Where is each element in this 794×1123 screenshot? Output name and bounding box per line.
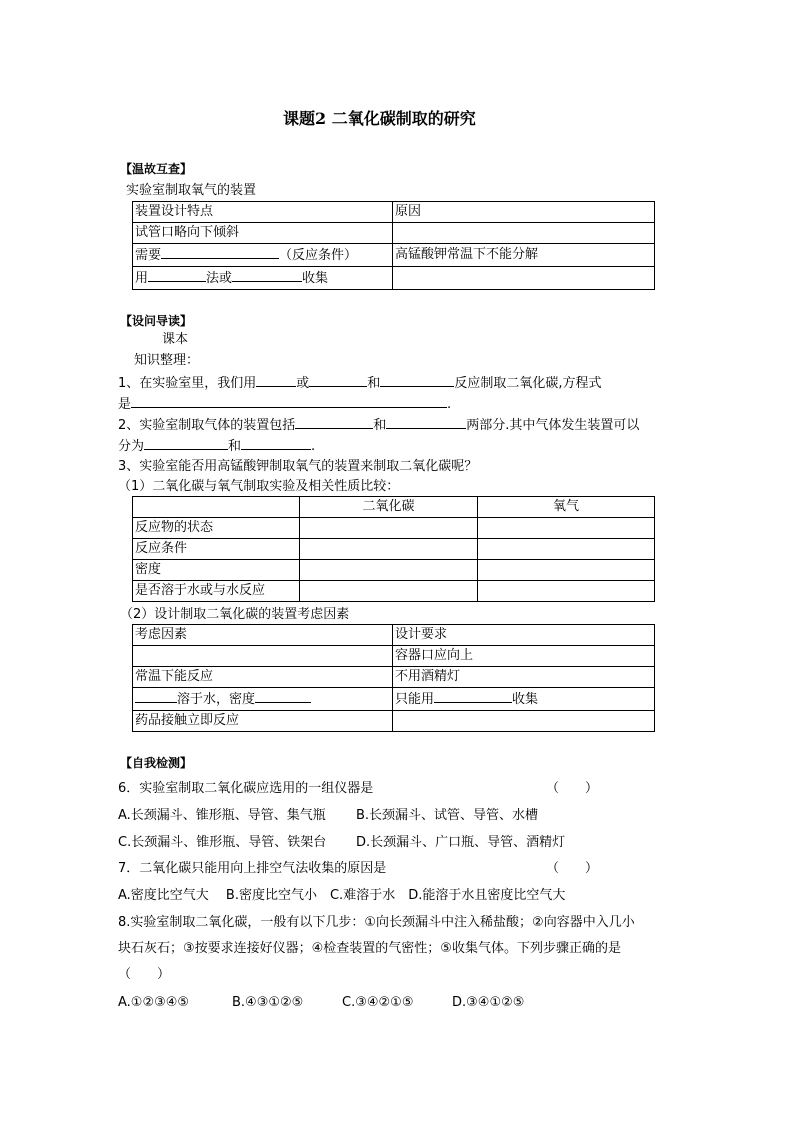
option-8c: C.③④②①⑤	[342, 995, 414, 1010]
table-row	[133, 267, 655, 290]
table-cell	[393, 688, 655, 711]
design-factors-table	[132, 624, 655, 732]
table-cell: 设计要求	[393, 625, 655, 646]
table-row	[133, 625, 655, 646]
q-text: 和	[228, 439, 242, 454]
cell-text: 用	[135, 271, 149, 286]
option-6b: B.长颈漏斗、试管、导管、水槽	[356, 808, 539, 823]
table-row	[133, 688, 655, 711]
table-cell[interactable]	[133, 646, 393, 667]
table-row	[133, 539, 655, 560]
fill-blank[interactable]	[380, 372, 454, 387]
cell-text: （反应条件）	[279, 248, 358, 263]
table-cell: 试管口略向下倾斜	[133, 223, 393, 244]
table-cell[interactable]	[300, 518, 478, 539]
table-row	[133, 560, 655, 581]
table-cell	[133, 244, 393, 267]
table-cell[interactable]	[300, 581, 478, 602]
q-text: .	[447, 397, 452, 412]
table-cell: 是否溶于水或与水反应	[133, 581, 300, 602]
question-2-line-2	[118, 435, 315, 458]
question-6: 6．实验室制取二氧化碳应选用的一组仪器是	[118, 781, 374, 796]
answer-paren-7: （ ）	[546, 861, 599, 876]
table-row	[133, 667, 655, 688]
answer-paren-8: （ ）	[118, 967, 171, 982]
table-row	[133, 202, 655, 223]
table-row	[133, 244, 655, 267]
table-cell	[133, 497, 300, 518]
table-cell: 原因	[393, 202, 655, 223]
review-heading: 【温故互查】	[120, 162, 193, 176]
table-cell	[133, 688, 393, 711]
option-8a: A.①②③④⑤	[118, 995, 190, 1010]
cell-text: 收集	[512, 692, 539, 707]
fill-blank[interactable]	[295, 414, 373, 429]
fill-blank[interactable]	[241, 435, 311, 450]
table-cell: 不用酒精灯	[393, 667, 655, 688]
table-cell: 高锰酸钾常温下不能分解	[393, 244, 655, 267]
table-cell[interactable]	[478, 539, 655, 560]
table-cell[interactable]	[300, 560, 478, 581]
textbook-label: 课本	[162, 332, 189, 347]
option-8b: B.④③①②⑤	[232, 995, 304, 1010]
q-text: 和	[373, 418, 387, 433]
fill-blank[interactable]	[255, 688, 311, 703]
table-cell	[393, 267, 655, 290]
subquestion-2: （2）设计制取二氧化碳的装置考虑因素	[120, 607, 350, 622]
organize-label: 知识整理：	[134, 353, 200, 368]
table-row	[133, 518, 655, 539]
table-row	[133, 223, 655, 244]
option-8d: D.③④①②⑤	[452, 995, 525, 1010]
fill-blank[interactable]	[161, 244, 279, 259]
subquestion-1: （1）二氧化碳与氧气制取实验及相关性质比较：	[118, 479, 400, 494]
fill-blank[interactable]	[232, 267, 302, 282]
q-text: 是	[118, 397, 132, 412]
fill-blank[interactable]	[148, 267, 206, 282]
q-text: 两部分.其中气体发生装置可以	[466, 418, 640, 433]
cell-text: 需要	[135, 248, 162, 263]
q-text: 1、在实验室里，我们用	[118, 376, 257, 391]
comparison-table	[132, 496, 655, 602]
table-cell: 常温下能反应	[133, 667, 393, 688]
question-3: 3、实验室能否用高锰酸钾制取氧气的装置来制取二氧化碳呢？	[118, 459, 478, 474]
question-1-line-2	[118, 393, 451, 416]
table-cell[interactable]	[478, 518, 655, 539]
answer-paren-6: （ ）	[546, 781, 599, 796]
fill-blank[interactable]	[309, 372, 367, 387]
question-8-line-2: 块石灰石；③按要求连接好仪器；④检查装置的气密性；⑤收集气体。下列步骤正确的是	[118, 941, 621, 956]
page-title: 课题2 二氧化碳制取的研究	[283, 109, 476, 128]
question-2-line-1	[118, 414, 639, 437]
table-cell[interactable]	[478, 560, 655, 581]
option-6a: A.长颈漏斗、锥形瓶、导管、集气瓶	[118, 808, 326, 823]
q-text: 反应制取二氧化碳,方程式	[454, 376, 602, 391]
question-1-line-1	[118, 372, 601, 395]
q-text: 分为	[118, 439, 145, 454]
question-8-line-1: 8.实验室制取二氧化碳，一般有以下几步：①向长颈漏斗中注入稀盐酸；②向容器中入几小	[118, 915, 635, 930]
table-row	[133, 646, 655, 667]
review-caption: 实验室制取氧气的装置	[126, 183, 257, 198]
cell-text: 溶于水，密度	[177, 692, 256, 707]
q-text: 2、实验室制取气体的装置包括	[118, 418, 296, 433]
table-cell: 反应物的状态	[133, 518, 300, 539]
table-row	[133, 497, 655, 518]
option-6c: C.长颈漏斗、锥形瓶、导管、铁架台	[118, 835, 327, 850]
fill-blank[interactable]	[386, 414, 466, 429]
table-cell: 二氧化碳	[300, 497, 478, 518]
fill-blank[interactable]	[135, 688, 177, 703]
table-cell: 装置设计特点	[133, 202, 393, 223]
table-cell: 容器口应向上	[393, 646, 655, 667]
options-7: A.密度比空气大 B.密度比空气小 C.难溶于水 D.能溶于水且密度比空气大	[118, 888, 566, 903]
cell-text: 只能用	[395, 692, 435, 707]
fill-blank[interactable]	[434, 688, 512, 703]
option-6d: D.长颈漏斗、广口瓶、导管、酒精灯	[356, 835, 566, 850]
table-cell[interactable]	[478, 581, 655, 602]
selfcheck-heading: 【自我检测】	[120, 756, 193, 770]
table-cell[interactable]	[393, 711, 655, 732]
q-text: 和	[367, 376, 381, 391]
cell-text: 收集	[302, 271, 329, 286]
q-text: 或	[296, 376, 310, 391]
fill-blank[interactable]	[256, 372, 296, 387]
q-text: .	[311, 439, 316, 454]
table-row	[133, 581, 655, 602]
guide-heading: 【设问导读】	[120, 314, 193, 328]
cell-text: 法或	[206, 271, 233, 286]
table-cell	[393, 223, 655, 244]
table-cell: 考虑因素	[133, 625, 393, 646]
table-cell: 氧气	[478, 497, 655, 518]
table-cell: 药品接触立即反应	[133, 711, 393, 732]
table-cell[interactable]	[300, 539, 478, 560]
table-cell: 反应条件	[133, 539, 300, 560]
oxygen-apparatus-table	[132, 201, 655, 290]
table-row	[133, 711, 655, 732]
table-cell: 密度	[133, 560, 300, 581]
table-cell	[133, 267, 393, 290]
fill-blank[interactable]	[131, 393, 447, 408]
fill-blank[interactable]	[144, 435, 228, 450]
question-7: 7．二氧化碳只能用向上排空气法收集的原因是	[118, 861, 387, 876]
